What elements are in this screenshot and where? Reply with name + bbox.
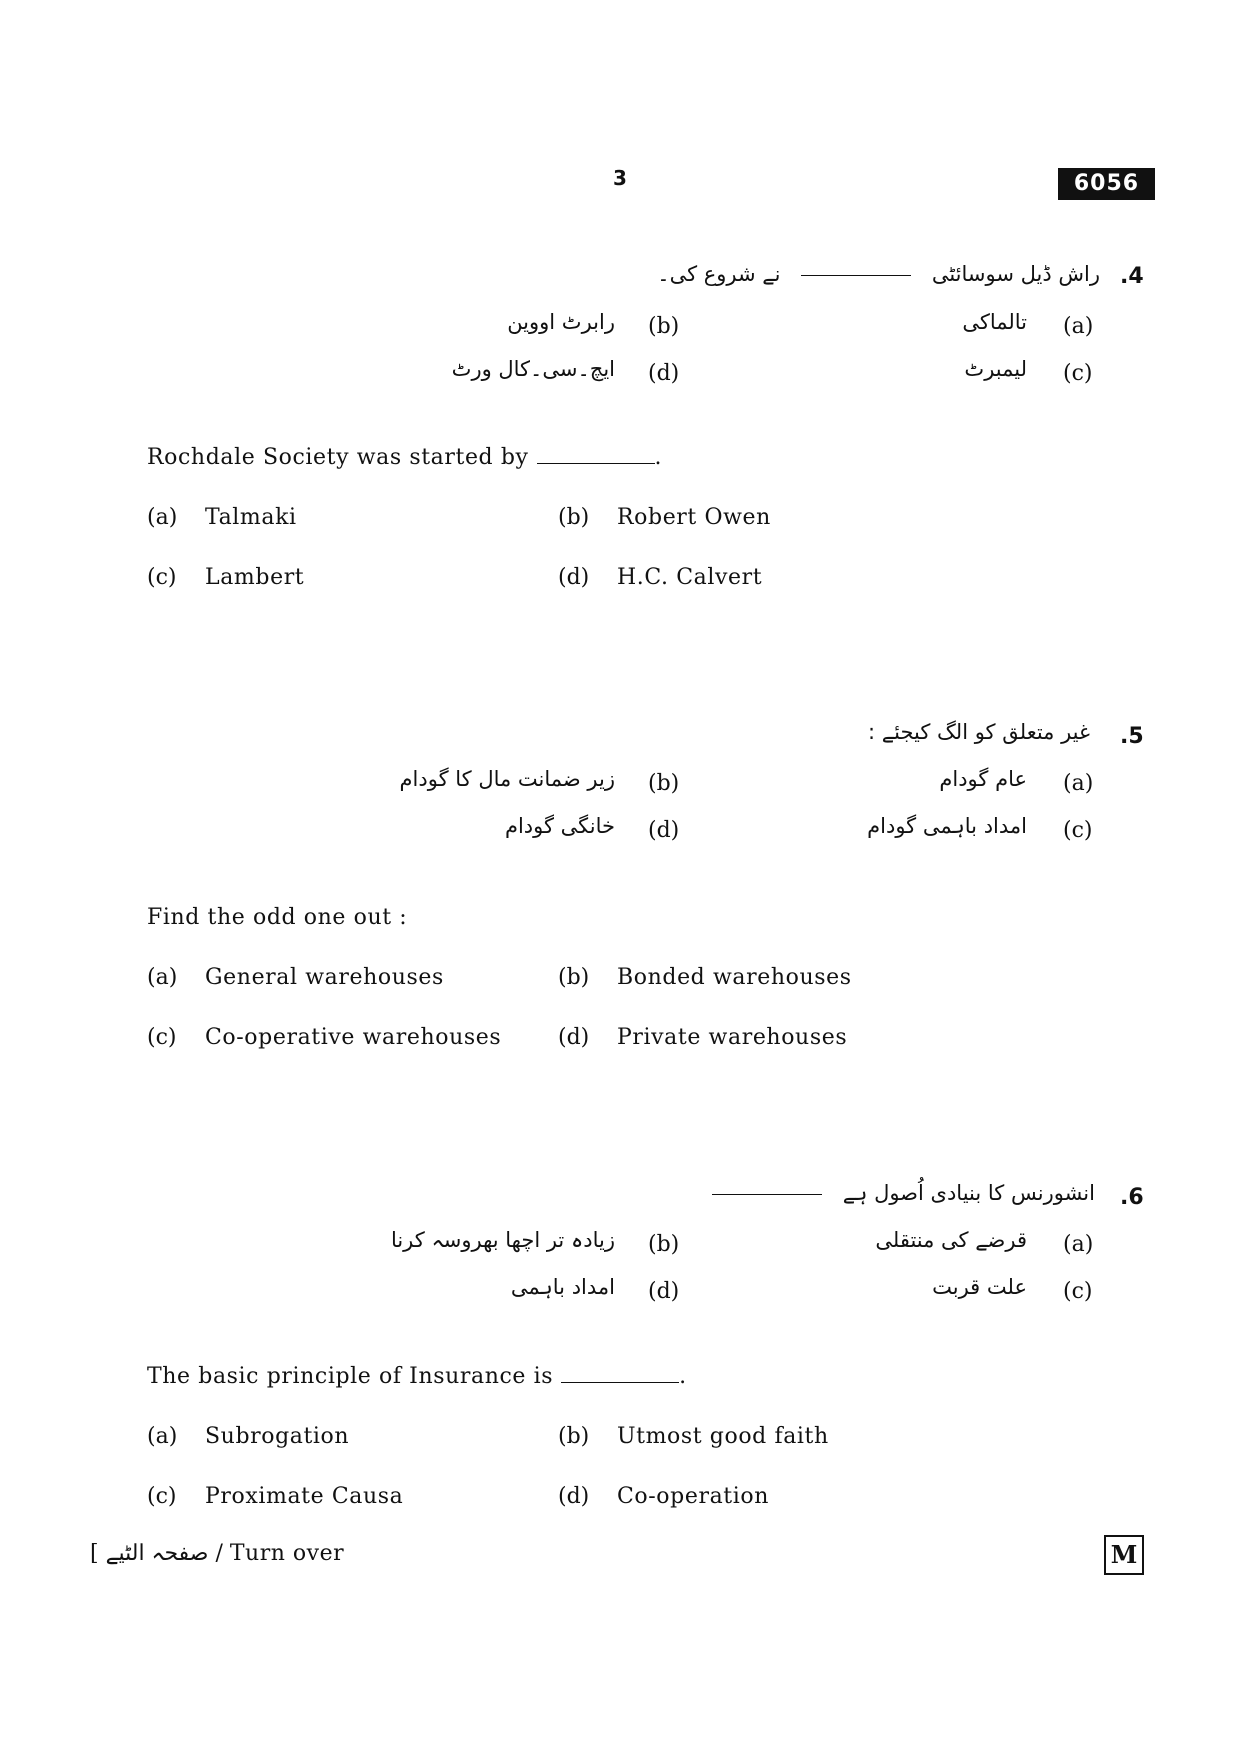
urdu-question-end: نے شروع کی۔ [657, 262, 781, 286]
option-letter: (b) [648, 1232, 680, 1257]
urdu-option-c: امداد باہمی گودام [867, 814, 1027, 838]
urdu-option-a: تالماکی [962, 310, 1027, 334]
option-letter: (d) [648, 818, 680, 843]
urdu-option-d: خانگی گودام [504, 814, 615, 838]
urdu-question [657, 262, 1100, 286]
question-suffix: . [654, 445, 663, 470]
option-letter: (c) [1063, 818, 1093, 843]
english-option-c: Co-operative warehouses [205, 1025, 502, 1050]
english-option-b: Robert Owen [617, 505, 771, 530]
answer-blank [801, 274, 911, 276]
urdu-option-b: زیر ضمانت مال کا گودام [399, 767, 615, 791]
page-number: 3 [613, 166, 627, 190]
english-question-text: The basic principle of Insurance is [147, 1364, 554, 1389]
english-option-c: Proximate Causa [205, 1484, 404, 1509]
option-letter: (d) [648, 361, 680, 386]
english-option-d: Private warehouses [617, 1025, 848, 1050]
english-option-b: Bonded warehouses [617, 965, 852, 990]
urdu-option-b: رابرٹ اووین [507, 310, 615, 334]
option-letter: (c) [147, 1484, 177, 1509]
option-letter: (b) [648, 314, 680, 339]
urdu-option-a: عام گودام [939, 767, 1027, 791]
option-letter: (b) [558, 1424, 590, 1449]
urdu-question: غیر متعلق کو الگ کیجئے : [868, 720, 1090, 744]
answer-blank [537, 463, 655, 464]
option-letter: (c) [147, 1025, 177, 1050]
english-option-c: Lambert [205, 565, 305, 590]
option-letter: (a) [1063, 771, 1094, 796]
option-letter: (a) [1063, 314, 1094, 339]
urdu-option-c: لیمبرٹ [964, 357, 1027, 381]
option-letter: (b) [558, 505, 590, 530]
option-letter: (a) [1063, 1232, 1094, 1257]
english-option-a: Subrogation [205, 1424, 350, 1449]
option-letter: (a) [147, 505, 178, 530]
urdu-option-c: علت قربت [932, 1275, 1027, 1299]
urdu-option-d: امداد باہمی [510, 1275, 615, 1299]
english-question [147, 1364, 687, 1389]
english-question-text: Find the odd one out : [147, 905, 408, 930]
english-question [147, 445, 662, 470]
english-option-a: Talmaki [205, 505, 297, 530]
option-letter: (d) [558, 1484, 590, 1509]
urdu-question [698, 1181, 1095, 1205]
option-letter: (c) [147, 565, 177, 590]
english-option-b: Utmost good faith [617, 1424, 829, 1449]
answer-blank [561, 1382, 679, 1383]
option-letter: (c) [1063, 361, 1093, 386]
option-letter: (a) [147, 1424, 178, 1449]
urdu-question-start: راش ڈیل سوسائٹی [931, 262, 1100, 286]
english-option-d: Co-operation [617, 1484, 769, 1509]
option-letter: (d) [558, 565, 590, 590]
english-option-d: H.C. Calvert [617, 565, 763, 590]
option-letter: (d) [558, 1025, 590, 1050]
paper-code-badge: 6056 [1058, 168, 1155, 200]
option-letter: (c) [1063, 1279, 1093, 1304]
option-letter: (b) [648, 771, 680, 796]
medium-badge: M [1104, 1535, 1144, 1575]
english-question [147, 905, 407, 930]
urdu-question-start: انشورنس کا بنیادی اُصول ہے [842, 1181, 1095, 1205]
turn-over-note: [ صفحہ الٹیے / Turn over [90, 1541, 345, 1566]
urdu-option-b: زیادہ تر اچھا بھروسہ کرنا [390, 1228, 615, 1252]
english-option-a: General warehouses [205, 965, 444, 990]
urdu-option-d: ایچ۔سی۔کال ورٹ [451, 357, 615, 381]
option-letter: (d) [648, 1279, 680, 1304]
option-letter: (a) [147, 965, 178, 990]
question-suffix: . [679, 1364, 687, 1389]
option-letter: (b) [558, 965, 590, 990]
question-number: .4 [1120, 264, 1144, 289]
answer-blank [712, 1193, 822, 1195]
urdu-option-a: قرضے کی منتقلی [875, 1228, 1027, 1252]
english-question-text: Rochdale Society was started by [147, 445, 529, 470]
question-number: .5 [1120, 724, 1144, 749]
question-number: .6 [1120, 1185, 1144, 1210]
